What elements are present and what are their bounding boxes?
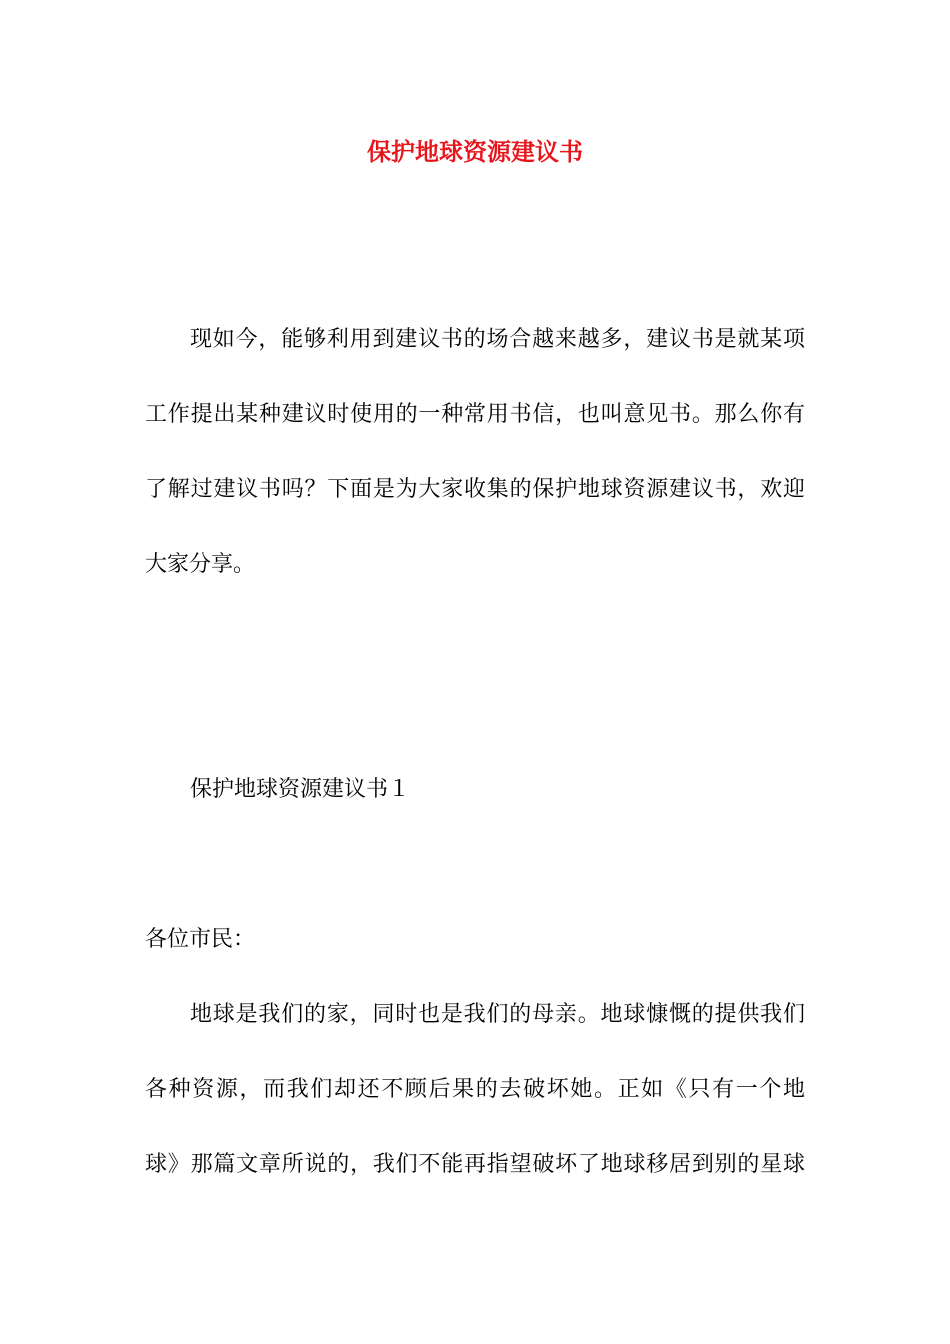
document-title: 保护地球资源建议书 [367, 137, 583, 166]
body-line-1: 地球是我们的家，同时也是我们的母亲。地球慷慨的提供我们 [190, 1002, 805, 1027]
intro-line-2: 工作提出某种建议时使用的一种常用书信，也叫意见书。那么你有 [145, 402, 805, 427]
intro-line-4: 大家分享。 [145, 552, 256, 577]
intro-line-1: 现如今，能够利用到建议书的场合越来越多，建议书是就某项 [190, 327, 805, 352]
salutation: 各位市民： [145, 927, 256, 952]
section-heading: 保护地球资源建议书１ [190, 777, 411, 802]
body-line-3: 球》那篇文章所说的，我们不能再指望破坏了地球移居到别的星球 [145, 1152, 805, 1177]
body-line-2: 各种资源，而我们却还不顾后果的去破坏她。正如《只有一个地 [145, 1077, 805, 1102]
intro-line-3: 了解过建议书吗？下面是为大家收集的保护地球资源建议书，欢迎 [145, 477, 805, 502]
